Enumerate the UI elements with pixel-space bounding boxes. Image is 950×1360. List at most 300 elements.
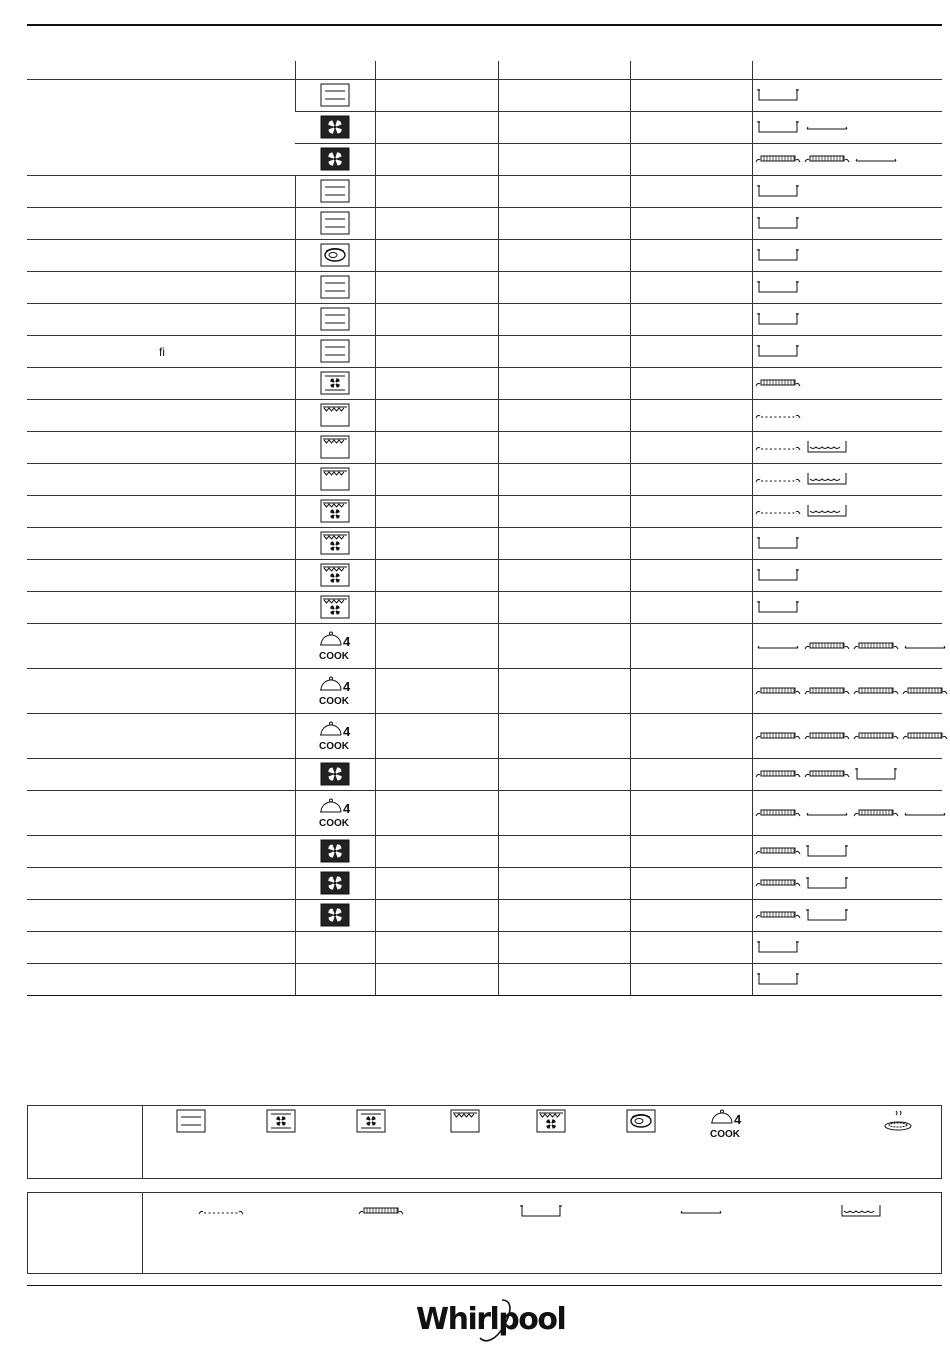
pan-icon xyxy=(755,247,801,263)
grill-rack-icon xyxy=(755,439,801,455)
table-row xyxy=(27,714,942,759)
temperature-cell xyxy=(375,496,498,528)
level-cell xyxy=(630,714,752,759)
accessories-cell xyxy=(752,80,942,112)
wire-shelf-icon xyxy=(804,683,850,699)
pan-icon xyxy=(518,1203,564,1219)
level-cell xyxy=(630,932,752,964)
table-row xyxy=(27,900,942,932)
function-cell xyxy=(295,836,375,868)
table-row xyxy=(27,368,942,400)
legend-accessories-label-cell xyxy=(28,1193,143,1273)
time-cell xyxy=(498,496,630,528)
time-cell xyxy=(498,304,630,336)
time-cell xyxy=(498,624,630,669)
wire-shelf-icon xyxy=(755,151,801,167)
pan-icon xyxy=(755,535,801,551)
function-cell xyxy=(295,592,375,624)
drip-tray-icon xyxy=(804,471,850,487)
wire-shelf-icon xyxy=(755,375,801,391)
legend-function-item xyxy=(536,1109,566,1135)
svg-text:COOK: COOK xyxy=(710,1129,740,1139)
table-header-cell xyxy=(375,61,498,80)
time-cell xyxy=(498,714,630,759)
legend-function-item xyxy=(708,1109,744,1139)
recipe-name-cell xyxy=(27,868,295,900)
temperature-cell xyxy=(375,528,498,560)
table-header-cell xyxy=(630,61,752,80)
temperature-cell xyxy=(375,240,498,272)
conventional-icon xyxy=(320,339,350,365)
table-row xyxy=(27,240,942,272)
temperature-cell xyxy=(375,669,498,714)
forced-air-icon xyxy=(320,762,350,788)
recipe-name-cell xyxy=(27,932,295,964)
level-cell xyxy=(630,144,752,176)
table-row xyxy=(27,464,942,496)
function-cell xyxy=(295,464,375,496)
table-row xyxy=(27,560,942,592)
recipe-name-cell xyxy=(27,496,295,528)
function-cell xyxy=(295,759,375,791)
level-cell xyxy=(630,791,752,836)
wire-shelf-icon xyxy=(755,683,801,699)
legend-function-item xyxy=(450,1109,480,1135)
pan-icon xyxy=(755,183,801,199)
accessories-cell xyxy=(752,592,942,624)
table-row xyxy=(27,400,942,432)
function-cell xyxy=(295,272,375,304)
cooking-table xyxy=(27,61,942,996)
temperature-cell xyxy=(375,592,498,624)
wire-shelf-icon xyxy=(755,907,801,923)
brand-name: Whirlpool xyxy=(416,1302,566,1337)
function-cell xyxy=(295,80,375,112)
time-cell xyxy=(498,900,630,932)
recipe-name-cell xyxy=(27,240,295,272)
accessories-cell xyxy=(752,759,942,791)
svg-text:COOK: COOK xyxy=(319,696,349,706)
table-row xyxy=(27,304,942,336)
time-cell xyxy=(498,868,630,900)
time-cell xyxy=(498,669,630,714)
wire-shelf-icon xyxy=(755,728,801,744)
time-cell xyxy=(498,272,630,304)
recipe-name-cell xyxy=(27,791,295,836)
level-cell xyxy=(630,624,752,669)
table-header-cell xyxy=(27,61,295,80)
level-cell xyxy=(630,464,752,496)
forced-air-icon xyxy=(320,903,350,929)
cook4-icon xyxy=(317,631,353,661)
turbo-grill-icon xyxy=(320,595,350,621)
table-row xyxy=(27,272,942,304)
table-row xyxy=(27,208,942,240)
table-row xyxy=(27,836,942,868)
cook4-icon xyxy=(317,721,353,751)
pan-icon xyxy=(755,279,801,295)
grill-icon xyxy=(320,435,350,461)
turbo-grill-icon xyxy=(320,499,350,525)
level-cell xyxy=(630,592,752,624)
time-cell xyxy=(498,836,630,868)
time-cell xyxy=(498,112,630,144)
accessories-cell xyxy=(752,669,942,714)
stray-glyph: ﬁ xyxy=(159,344,165,359)
svg-text:COOK: COOK xyxy=(319,651,349,661)
time-cell xyxy=(498,208,630,240)
legend-accessory-item xyxy=(838,1202,884,1220)
table-row xyxy=(27,624,942,669)
legend-function-item xyxy=(266,1109,296,1135)
wire-shelf-icon xyxy=(853,805,899,821)
pan-icon xyxy=(755,119,801,135)
temperature-cell xyxy=(375,368,498,400)
pan-icon xyxy=(755,215,801,231)
pan-icon xyxy=(853,766,899,782)
table-row xyxy=(27,791,942,836)
cook4-icon xyxy=(317,676,353,706)
accessories-cell xyxy=(752,868,942,900)
level-cell xyxy=(630,400,752,432)
wire-shelf-icon xyxy=(804,728,850,744)
recipe-name-cell xyxy=(27,432,295,464)
time-cell xyxy=(498,759,630,791)
accessories-cell xyxy=(752,496,942,528)
accessories-cell xyxy=(752,432,942,464)
conventional-icon xyxy=(320,307,350,333)
temperature-cell xyxy=(375,560,498,592)
pan-icon xyxy=(755,311,801,327)
temperature-cell xyxy=(375,112,498,144)
accessories-cell xyxy=(752,900,942,932)
temperature-cell xyxy=(375,336,498,368)
grill-rack-icon xyxy=(755,407,801,423)
temperature-cell xyxy=(375,714,498,759)
baking-tray-icon xyxy=(902,805,948,821)
forced-air-icon xyxy=(320,147,350,173)
accessories-cell xyxy=(752,112,942,144)
level-cell xyxy=(630,336,752,368)
recipe-name-cell xyxy=(27,272,295,304)
level-cell xyxy=(630,560,752,592)
forced-air-icon xyxy=(320,115,350,141)
time-cell xyxy=(498,80,630,112)
function-cell xyxy=(295,208,375,240)
legend-accessory-item xyxy=(678,1202,724,1220)
pan-icon xyxy=(755,567,801,583)
level-cell xyxy=(630,900,752,932)
level-cell xyxy=(630,836,752,868)
table-row xyxy=(27,496,942,528)
time-cell xyxy=(498,791,630,836)
pan-icon xyxy=(755,87,801,103)
time-cell xyxy=(498,240,630,272)
table-header-cell xyxy=(752,61,942,80)
level-cell xyxy=(630,272,752,304)
pan-icon xyxy=(755,599,801,615)
accessories-cell xyxy=(752,791,942,836)
accessories-cell xyxy=(752,836,942,868)
table-header-row xyxy=(27,61,942,80)
accessories-cell xyxy=(752,176,942,208)
svg-text:4: 4 xyxy=(343,634,351,649)
accessories-cell xyxy=(752,624,942,669)
accessories-cell xyxy=(752,336,942,368)
conventional-icon xyxy=(320,83,350,109)
wire-shelf-icon xyxy=(804,766,850,782)
wire-shelf-icon xyxy=(902,683,948,699)
function-cell xyxy=(295,432,375,464)
level-cell xyxy=(630,304,752,336)
legend-function-item xyxy=(626,1109,656,1135)
table-row xyxy=(27,669,942,714)
grill-rack-icon xyxy=(755,471,801,487)
recipe-name-cell xyxy=(27,964,295,996)
temperature-cell xyxy=(375,624,498,669)
accessories-cell xyxy=(752,368,942,400)
temperature-cell xyxy=(375,932,498,964)
maxi-cooking-icon xyxy=(320,243,350,269)
pan-icon xyxy=(755,343,801,359)
pan-icon xyxy=(804,907,850,923)
function-cell xyxy=(295,900,375,932)
function-cell xyxy=(295,144,375,176)
svg-text:COOK: COOK xyxy=(319,741,349,751)
wire-shelf-icon xyxy=(755,766,801,782)
recipe-name-cell xyxy=(27,900,295,932)
table-row xyxy=(27,80,942,112)
function-cell xyxy=(295,560,375,592)
function-cell xyxy=(295,304,375,336)
accessories-cell xyxy=(752,208,942,240)
legend-accessories xyxy=(27,1192,942,1274)
level-cell xyxy=(630,868,752,900)
table-row xyxy=(27,176,942,208)
accessories-cell xyxy=(752,464,942,496)
cook4-icon xyxy=(317,798,353,828)
temperature-cell xyxy=(375,964,498,996)
time-cell xyxy=(498,964,630,996)
legend-function-item xyxy=(356,1109,386,1135)
pan-icon xyxy=(755,971,801,987)
legend-functions xyxy=(27,1105,942,1179)
recipe-name-cell xyxy=(27,176,295,208)
level-cell xyxy=(630,669,752,714)
level-cell xyxy=(630,964,752,996)
recipe-name-cell xyxy=(27,304,295,336)
function-cell xyxy=(295,791,375,836)
legend-accessory-item xyxy=(518,1202,564,1220)
legend-accessory-item xyxy=(198,1202,244,1220)
convection-bake-icon xyxy=(320,371,350,397)
wire-shelf-icon xyxy=(755,843,801,859)
forced-air-icon xyxy=(320,839,350,865)
legend-function-item xyxy=(176,1109,206,1135)
pizza-stone-icon xyxy=(883,1109,913,1135)
grill-rack-icon xyxy=(198,1203,244,1219)
recipe-name-cell xyxy=(27,836,295,868)
time-cell xyxy=(498,368,630,400)
level-cell xyxy=(630,208,752,240)
conventional-icon xyxy=(320,179,350,205)
recipe-name-cell xyxy=(27,208,295,240)
baking-tray-icon xyxy=(755,638,801,654)
recipe-name-cell xyxy=(27,336,295,368)
function-cell xyxy=(295,669,375,714)
table-header-cell xyxy=(295,61,375,80)
accessories-cell xyxy=(752,714,942,759)
time-cell xyxy=(498,464,630,496)
temperature-cell xyxy=(375,791,498,836)
legend-accessory-item xyxy=(358,1202,404,1220)
recipe-name-cell xyxy=(27,464,295,496)
temperature-cell xyxy=(375,432,498,464)
time-cell xyxy=(498,176,630,208)
convection-bake-icon xyxy=(266,1109,296,1135)
function-cell xyxy=(295,964,375,996)
svg-text:4: 4 xyxy=(343,801,351,816)
table-row xyxy=(27,964,942,996)
wire-shelf-icon xyxy=(804,638,850,654)
svg-text:4: 4 xyxy=(343,679,351,694)
accessories-cell xyxy=(752,144,942,176)
function-cell xyxy=(295,176,375,208)
wire-shelf-icon xyxy=(755,805,801,821)
pan-icon xyxy=(804,843,850,859)
accessories-cell xyxy=(752,272,942,304)
pan-icon xyxy=(804,875,850,891)
svg-text:4: 4 xyxy=(734,1112,742,1127)
temperature-cell xyxy=(375,759,498,791)
level-cell xyxy=(630,432,752,464)
level-cell xyxy=(630,368,752,400)
grill-rack-icon xyxy=(755,503,801,519)
table-row xyxy=(27,528,942,560)
turbo-grill-icon xyxy=(536,1109,566,1135)
temperature-cell xyxy=(375,900,498,932)
table-row xyxy=(27,932,942,964)
top-rule xyxy=(27,24,942,26)
conventional-icon xyxy=(320,211,350,237)
baking-tray-icon xyxy=(804,805,850,821)
level-cell xyxy=(630,759,752,791)
recipe-name-cell xyxy=(27,80,295,176)
temperature-cell xyxy=(375,400,498,432)
recipe-name-cell xyxy=(27,714,295,759)
conventional-icon xyxy=(176,1109,206,1135)
accessories-cell xyxy=(752,304,942,336)
table-row xyxy=(27,432,942,464)
legend-function-item xyxy=(883,1109,913,1135)
function-cell xyxy=(295,932,375,964)
turbo-grill-icon xyxy=(320,563,350,589)
wire-shelf-icon xyxy=(358,1203,404,1219)
temperature-cell xyxy=(375,304,498,336)
recipe-name-cell xyxy=(27,624,295,669)
wire-shelf-icon xyxy=(902,728,948,744)
temperature-cell xyxy=(375,272,498,304)
baking-tray-icon xyxy=(853,151,899,167)
pan-icon xyxy=(755,939,801,955)
recipe-name-cell xyxy=(27,669,295,714)
recipe-name-cell xyxy=(27,528,295,560)
level-cell xyxy=(630,80,752,112)
accessories-cell xyxy=(752,528,942,560)
baking-tray-icon xyxy=(804,119,850,135)
forced-air-icon xyxy=(320,871,350,897)
level-cell xyxy=(630,240,752,272)
temperature-cell xyxy=(375,836,498,868)
level-cell xyxy=(630,528,752,560)
function-cell xyxy=(295,624,375,669)
wire-shelf-icon xyxy=(853,683,899,699)
accessories-cell xyxy=(752,560,942,592)
table-row xyxy=(27,336,942,368)
time-cell xyxy=(498,528,630,560)
time-cell xyxy=(498,400,630,432)
function-cell xyxy=(295,496,375,528)
accessories-cell xyxy=(752,400,942,432)
temperature-cell xyxy=(375,208,498,240)
svg-text:COOK: COOK xyxy=(319,818,349,828)
legend-functions-label-cell xyxy=(28,1106,143,1178)
grill-icon xyxy=(450,1109,480,1135)
bottom-rule xyxy=(27,1285,942,1286)
temperature-cell xyxy=(375,144,498,176)
time-cell xyxy=(498,932,630,964)
recipe-name-cell xyxy=(27,560,295,592)
grill-icon xyxy=(320,467,350,493)
function-cell xyxy=(295,336,375,368)
function-cell xyxy=(295,112,375,144)
time-cell xyxy=(498,560,630,592)
wire-shelf-icon xyxy=(755,875,801,891)
wire-shelf-icon xyxy=(804,151,850,167)
temperature-cell xyxy=(375,868,498,900)
time-cell xyxy=(498,144,630,176)
recipe-name-cell xyxy=(27,592,295,624)
grill-icon xyxy=(320,403,350,429)
table-row xyxy=(27,868,942,900)
recipe-name-cell xyxy=(27,368,295,400)
temperature-cell xyxy=(375,176,498,208)
baking-tray-icon xyxy=(678,1203,724,1219)
wire-shelf-icon xyxy=(853,728,899,744)
accessories-cell xyxy=(752,964,942,996)
level-cell xyxy=(630,176,752,208)
table-row xyxy=(27,759,942,791)
recipe-name-cell xyxy=(27,759,295,791)
table-header-cell xyxy=(498,61,630,80)
function-cell xyxy=(295,240,375,272)
time-cell xyxy=(498,432,630,464)
accessories-cell xyxy=(752,240,942,272)
convection-bake-icon xyxy=(356,1109,386,1135)
recipe-name-cell xyxy=(27,400,295,432)
drip-tray-icon xyxy=(804,503,850,519)
table-row xyxy=(27,592,942,624)
temperature-cell xyxy=(375,464,498,496)
level-cell xyxy=(630,112,752,144)
function-cell xyxy=(295,400,375,432)
maxi-cooking-icon xyxy=(626,1109,656,1135)
function-cell xyxy=(295,528,375,560)
cook4-icon xyxy=(708,1109,744,1139)
conventional-icon xyxy=(320,275,350,301)
function-cell xyxy=(295,868,375,900)
time-cell xyxy=(498,336,630,368)
